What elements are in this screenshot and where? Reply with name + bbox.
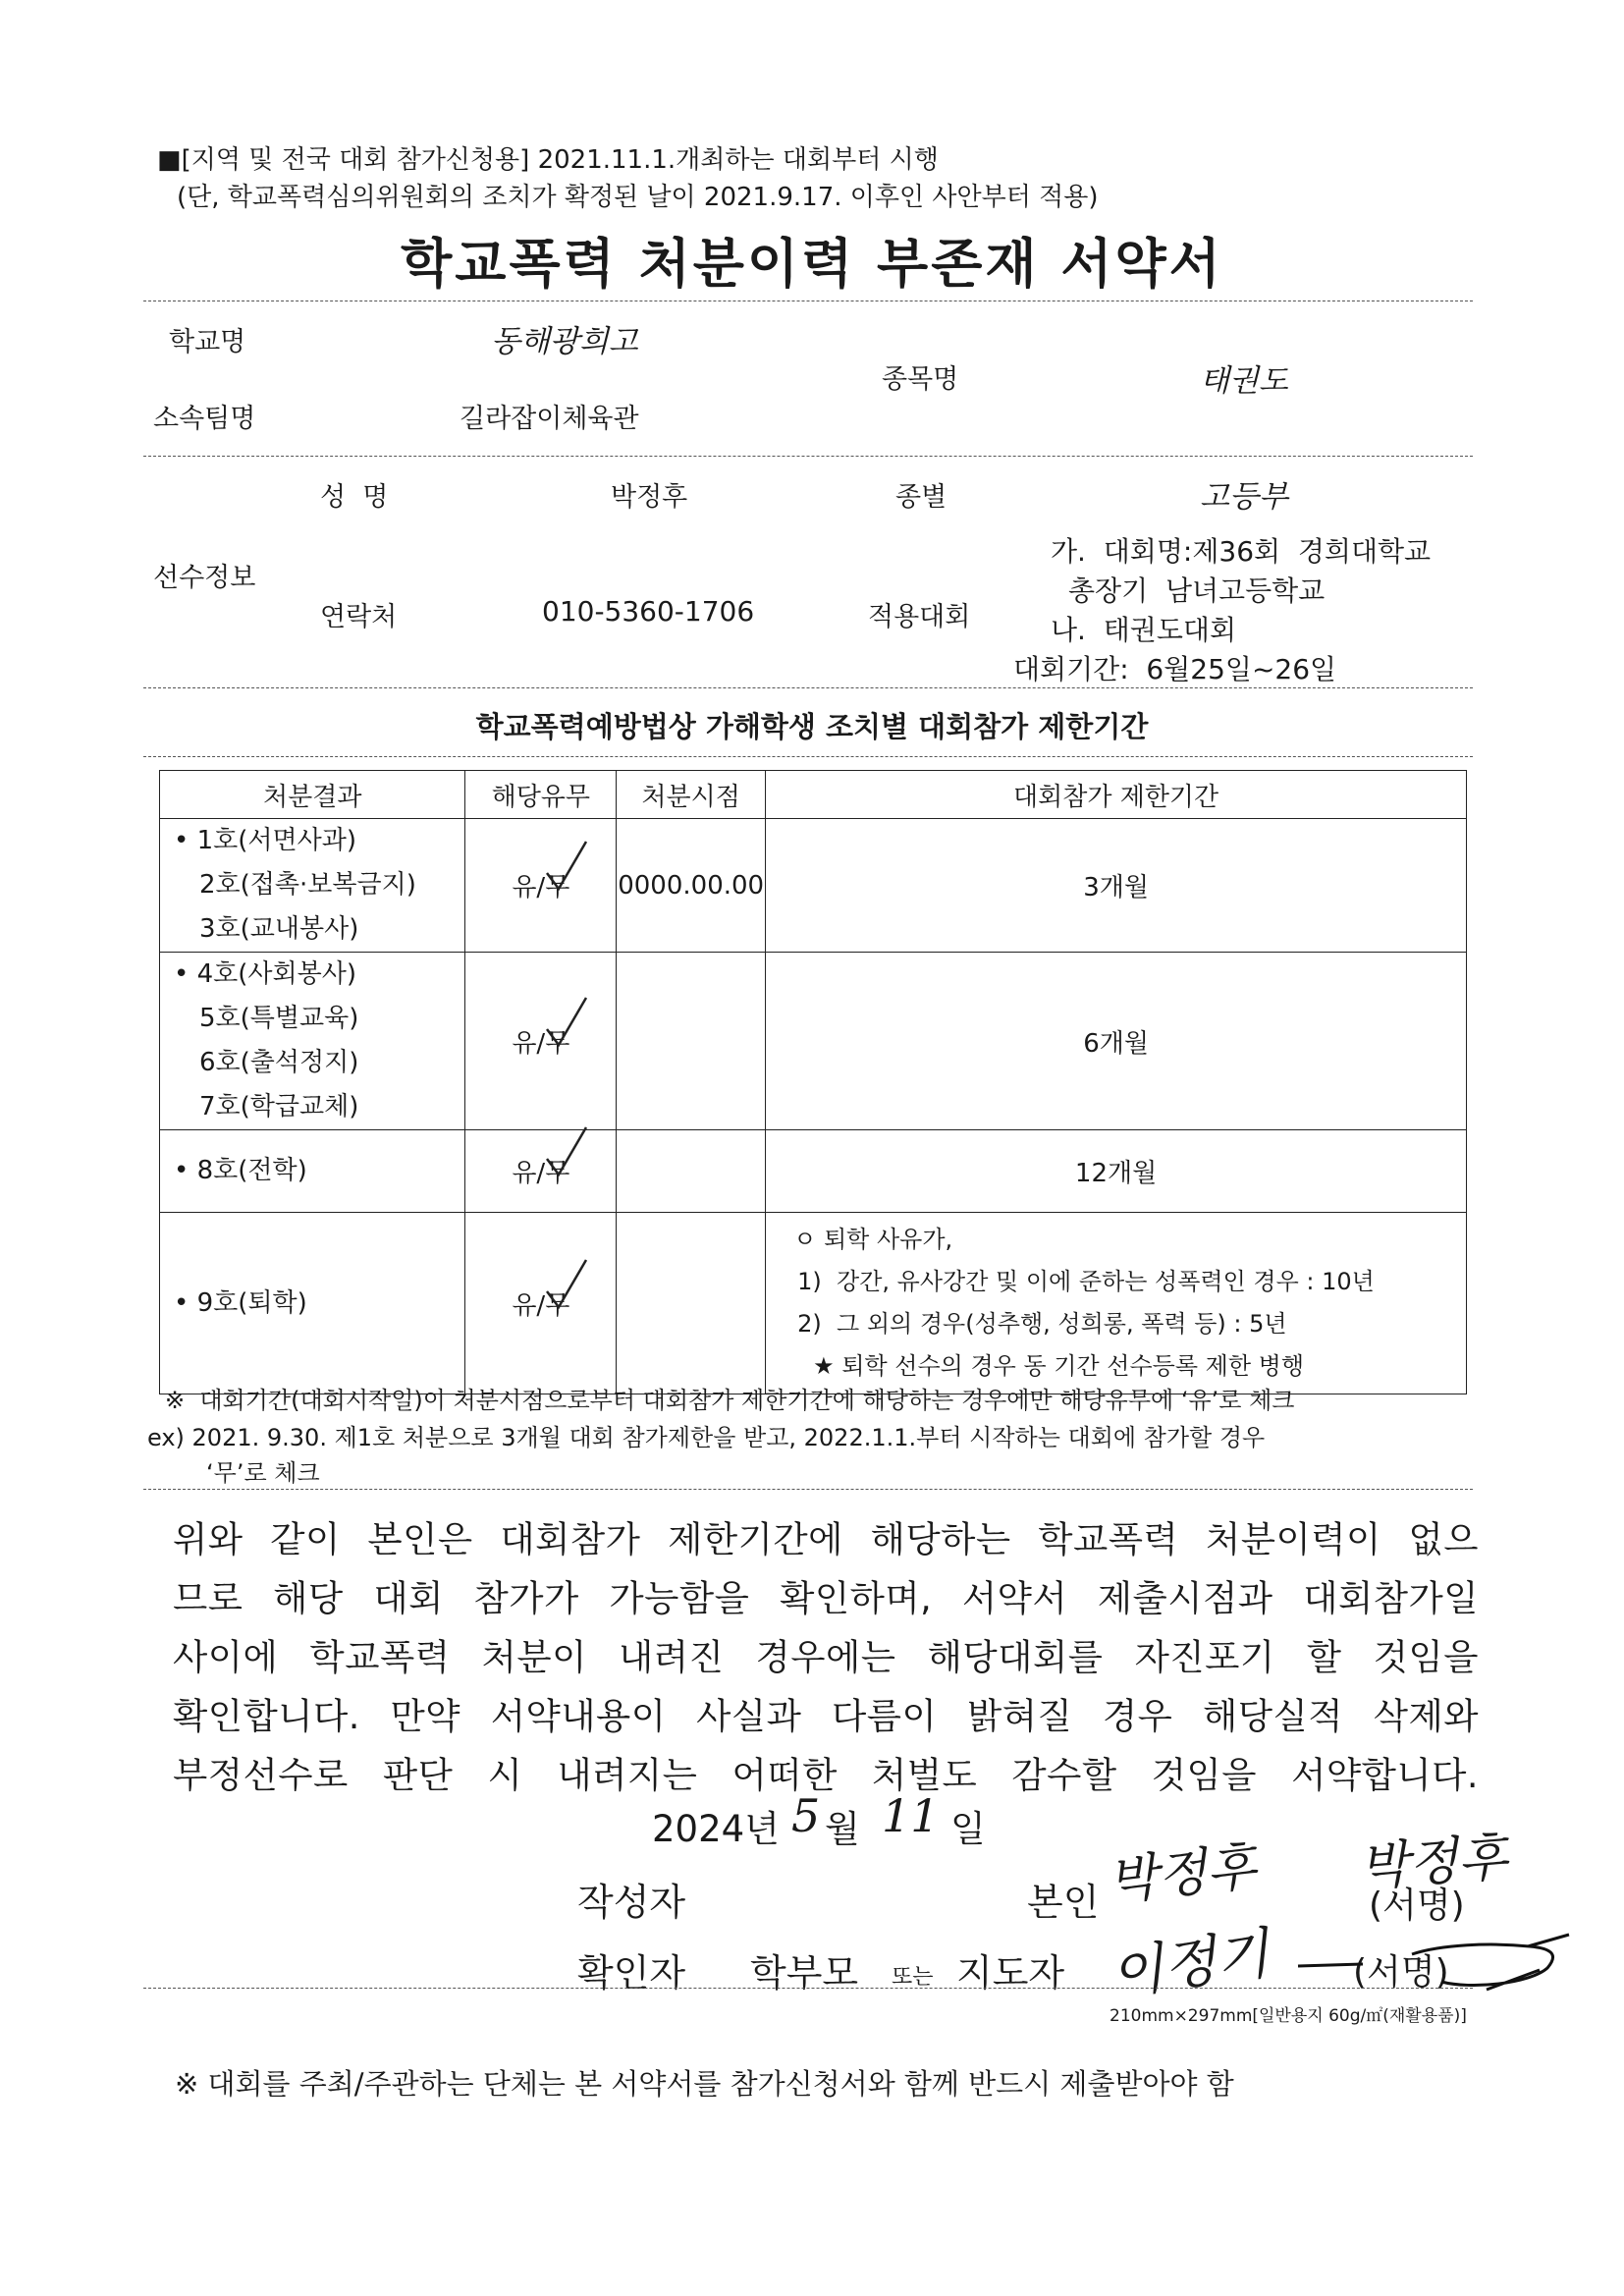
expulsion-note-cell <box>766 1213 1467 1394</box>
writer-label: 작성자 <box>577 1881 686 1924</box>
sanction-item: • 1호(서면사과) <box>174 826 357 855</box>
or-label: 또는 <box>892 1965 934 1990</box>
table-row <box>160 953 1467 1130</box>
table-header: 처분결과 <box>160 771 465 819</box>
self-handwritten-name[interactable]: 박정후 <box>1105 1837 1260 1912</box>
school-label: 학교명 <box>169 327 246 357</box>
divider <box>143 1489 1473 1490</box>
checkmark-icon <box>543 1123 590 1180</box>
contact-label: 연락처 <box>320 602 398 632</box>
sanction-result-cell <box>160 1213 465 1394</box>
expulsion-note-line: ㅇ 퇴학 사유가, <box>793 1226 953 1253</box>
checkmark-icon <box>543 1256 590 1313</box>
competition-label: 적용대회 <box>868 602 971 632</box>
table-row <box>160 1130 1467 1213</box>
divider <box>143 756 1473 757</box>
event-value: 태권도 <box>1200 363 1288 399</box>
date-month-unit: 월 <box>825 1808 860 1850</box>
name-value: 박정후 <box>611 482 688 513</box>
competition-line-3: 나. 태권도대회 <box>1051 614 1236 646</box>
school-value: 동해광희고 <box>491 324 638 359</box>
applicable-yes-no: 유/무 <box>512 1028 570 1059</box>
divider <box>143 1988 1473 1989</box>
divider <box>143 456 1473 457</box>
sanction-item: 7호(학급교체) <box>199 1092 359 1121</box>
applicable-yes-no: 유/무 <box>512 1290 570 1321</box>
pledge-line: 확인합니다. 만약 서약내용이 사실과 다름이 밝혀질 경우 해당실적 삭제와 <box>173 1695 1479 1737</box>
date-day[interactable]: 11 <box>882 1789 940 1842</box>
section-title: 학교폭력예방법상 가해학생 조치별 대회참가 제한기간 <box>475 710 1149 743</box>
coach-handwritten-name[interactable]: 이정기 <box>1106 1921 1273 2007</box>
pledge-line: 위와 같이 본인은 대회참가 제한기간에 해당하는 학교폭력 처분이력이 없으 <box>173 1518 1479 1560</box>
date-year: 2024년 <box>652 1808 780 1850</box>
footer-note: ※ 대회를 주최/주관하는 단체는 본 서약서를 참가신청서와 함께 반드시 제출받아야 함 <box>175 2067 1234 2101</box>
header-line-2: (단, 학교폭력심의위원회의 조치가 확정된 날이 2021.9.17. 이후인 사안부터 적용) <box>177 183 1099 212</box>
header-line-1: ■[지역 및 전국 대회 참가신청용] 2021.11.1.개최하는 대회부터 시행 <box>157 145 939 175</box>
sanction-item: • 4호(사회봉사) <box>174 959 357 989</box>
applicable-yes-no: 유/무 <box>512 873 570 902</box>
table-row <box>160 819 1467 953</box>
parent-label: 학부모 <box>750 1951 859 1995</box>
competition-line-1: 가. 대회명:제36회 경희대학교 <box>1051 535 1432 568</box>
sanction-item: • 9호(퇴학) <box>174 1287 307 1318</box>
event-label: 종목명 <box>882 364 959 395</box>
applicable-cell[interactable] <box>465 1213 617 1394</box>
checkmark-icon <box>543 838 590 895</box>
division-value: 고등부 <box>1200 479 1288 515</box>
table-header: 처분시점 <box>617 771 766 819</box>
sanction-result-cell <box>160 1130 465 1213</box>
note-line-2: ex) 2021. 9.30. 제1호 처분으로 3개월 대회 참가제한을 받고, 2022.1.1.부터 시작하는 대회에 참가할 경우 <box>147 1424 1266 1451</box>
pledge-line: 사이에 학교폭력 처분이 내려진 경우에는 해당대회를 자진포기 할 것임을 <box>173 1636 1479 1678</box>
restriction-period: 6개월 <box>766 953 1467 1130</box>
sanction-item: • 8호(전학) <box>174 1156 307 1185</box>
sanction-result-cell <box>160 819 465 953</box>
self-signature[interactable]: 박정후 <box>1357 1828 1509 1898</box>
applicable-cell[interactable] <box>465 1130 617 1213</box>
player-info-label: 선수정보 <box>153 563 256 593</box>
sanction-date <box>617 1130 766 1213</box>
page-title: 학교폭력 처분이력 부존재 서약서 <box>401 233 1223 295</box>
table-header: 대회참가 제한기간 <box>766 771 1467 819</box>
sanction-table <box>159 770 1467 1394</box>
name-label: 성 명 <box>320 482 389 513</box>
sanction-date <box>617 953 766 1130</box>
team-value: 길라잡이체육관 <box>460 404 639 434</box>
confirmer-label: 확인자 <box>577 1951 686 1995</box>
competition-line-2: 총장기 남녀고등학교 <box>1068 574 1326 607</box>
expulsion-note-line: 1) 강간, 유사강간 및 이에 준하는 성폭력인 경우 : 10년 <box>797 1268 1375 1295</box>
divider <box>143 687 1473 688</box>
note-line-3: ‘무’로 체크 <box>206 1459 320 1487</box>
competition-line-4: 대회기간: 6월25일~26일 <box>1013 653 1337 685</box>
sanction-item: 3호(교내봉사) <box>199 914 359 944</box>
applicable-yes-no: 유/무 <box>512 1159 570 1188</box>
sanction-result-cell <box>160 953 465 1130</box>
sanction-item: 5호(특별교육) <box>199 1004 359 1033</box>
sign-label: (서명) <box>1369 1886 1465 1926</box>
sanction-date <box>617 1213 766 1394</box>
table-header-row <box>160 771 1467 819</box>
expulsion-note-line: 2) 그 외의 경우(성추행, 성희롱, 폭력 등) : 5년 <box>797 1310 1287 1338</box>
note-line-1: ※ 대회기간(대회시작일)이 처분시점으로부터 대회참가 제한기간에 해당하는 경우에만 해당유무에 ‘유’로 체크 <box>165 1387 1295 1414</box>
pledge-line: 므로 해당 대회 참가가 가능함을 확인하며, 서약서 제출시점과 대회참가일 <box>173 1577 1479 1619</box>
team-label: 소속팀명 <box>153 404 256 434</box>
restriction-period: 3개월 <box>766 819 1467 953</box>
contact-value: 010-5360-1706 <box>542 595 755 628</box>
restriction-period: 12개월 <box>766 1130 1467 1213</box>
paper-spec: 210mm×297mm[일반용지 60g/㎡(재활용품)] <box>1110 2006 1467 2026</box>
coach-sign-label: (서명) <box>1353 1952 1449 1993</box>
pledge-line: 부정선수로 판단 시 내려지는 어떠한 처벌도 감수할 것임을 서약합니다. <box>173 1754 1479 1796</box>
applicable-cell[interactable] <box>465 953 617 1130</box>
sanction-item: 2호(접촉·보복금지) <box>199 870 416 900</box>
signature-scribble-icon <box>1294 1925 1579 1994</box>
expulsion-note-line: ★ 퇴학 선수의 경우 동 기간 선수등록 제한 병행 <box>813 1352 1305 1380</box>
self-label: 본인 <box>1027 1881 1100 1924</box>
sanction-item: 6호(출석정지) <box>199 1048 359 1077</box>
table-header: 해당유무 <box>465 771 617 819</box>
applicable-cell[interactable] <box>465 819 617 953</box>
sanction-date: 0000.00.00 <box>617 819 766 953</box>
date-month[interactable]: 5 <box>791 1789 821 1842</box>
date-day-unit: 일 <box>950 1808 986 1850</box>
table-row <box>160 1213 1467 1394</box>
pledge-text <box>173 1510 1479 1805</box>
checkmark-icon <box>543 994 590 1051</box>
coach-label: 지도자 <box>956 1951 1065 1995</box>
division-label: 종별 <box>895 482 947 513</box>
